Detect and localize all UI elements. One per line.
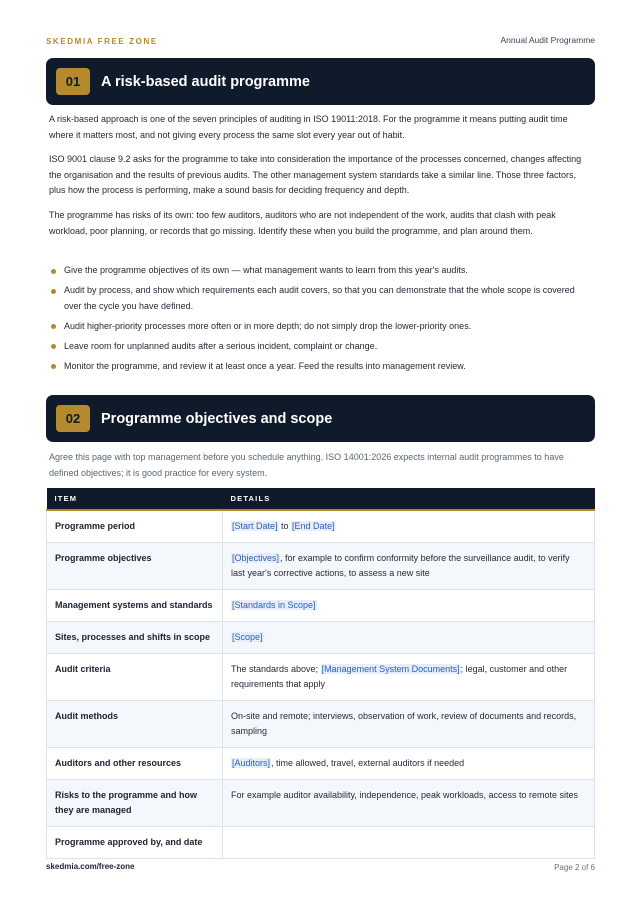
row-item-cell: Management systems and standards xyxy=(47,590,223,622)
details-text: to xyxy=(278,521,292,531)
row-details-cell xyxy=(223,654,595,701)
table-row xyxy=(47,590,595,622)
section-1-heading-band xyxy=(46,58,595,105)
row-item-cell: Sites, processes and shifts in scope xyxy=(47,622,223,654)
bullet-text: Monitor the programme, and review it at least once a year. Feed the results into management review. xyxy=(64,360,466,371)
placeholder-field[interactable]: [End Date] xyxy=(292,521,335,531)
section-1-number: 01 xyxy=(56,68,90,95)
section-1-title: A risk-based audit programme xyxy=(101,73,310,90)
table-row xyxy=(47,780,595,827)
section-2-intro: Agree this page with top management before you schedule anything. ISO 14001:2026 expects internal audit programmes to have defined objectives; it is good practice for every system. xyxy=(49,452,564,478)
placeholder-field[interactable]: [Objectives] xyxy=(232,553,280,563)
bullet-item xyxy=(49,339,594,355)
row-details-cell xyxy=(223,701,595,748)
row-item-cell: Risks to the programme and how they are managed xyxy=(47,780,223,827)
placeholder-field[interactable]: [Auditors] xyxy=(232,758,271,768)
table-row xyxy=(47,827,595,859)
row-item-cell: Audit methods xyxy=(47,701,223,748)
row-item-cell: Programme period xyxy=(47,510,223,543)
page-header xyxy=(46,35,595,49)
row-item-cell: Audit criteria xyxy=(47,654,223,701)
bullet-dot-icon xyxy=(51,324,56,329)
row-details-cell xyxy=(223,622,595,654)
table-row xyxy=(47,701,595,748)
table-header-row xyxy=(47,488,595,510)
row-details-cell xyxy=(223,827,595,859)
bullet-dot-icon xyxy=(51,344,56,349)
bullet-text: Leave room for unplanned audits after a serious incident, complaint or change. xyxy=(64,340,378,351)
details-text: ; legal, customer and other requirements that apply xyxy=(231,664,568,689)
details-text: , for example to confirm conformity before the surveillance audit, to verify last year's corrective actions, to assess a new site xyxy=(231,553,570,578)
bullet-dot-icon xyxy=(51,289,56,294)
row-details-cell xyxy=(223,590,595,622)
row-item-cell: Auditors and other resources xyxy=(47,748,223,780)
table-row xyxy=(47,748,595,780)
row-details-cell xyxy=(223,780,595,827)
row-item-cell: Programme objectives xyxy=(47,543,223,590)
details-text: On-site and remote; interviews, observation of work, review of documents and records, sampling xyxy=(231,711,577,736)
bullet-item xyxy=(49,319,594,335)
details-text: For example auditor availability, independence, peak workloads, access to remote sites xyxy=(231,790,579,800)
bullet-item xyxy=(49,359,594,375)
section-1-paragraph: The programme has risks of its own: too few auditors, auditors who are not independent of the work, audits that clash with peak workload, poor planning, or records that go missing. Identify these when you build the programme, and plan around them. xyxy=(49,210,556,236)
bullet-item xyxy=(49,263,594,279)
details-text: The standards above; xyxy=(231,664,321,674)
table-row xyxy=(47,654,595,701)
row-details-cell xyxy=(223,748,595,780)
bullet-dot-icon xyxy=(51,364,56,369)
bullet-text: Give the programme objectives of its own — what management wants to learn from this year's audits. xyxy=(64,265,468,275)
column-header-details: DETAILS xyxy=(223,488,595,510)
section-1-bullet-list xyxy=(49,263,594,379)
column-header-item: ITEM xyxy=(47,488,223,510)
row-details-cell xyxy=(223,543,595,590)
table-row xyxy=(47,543,595,590)
details-text: , time allowed, travel, external auditors if needed xyxy=(271,758,465,768)
placeholder-field[interactable]: [Start Date] xyxy=(232,521,278,531)
table-row xyxy=(47,510,595,543)
bullet-dot-icon xyxy=(51,269,56,274)
section-1-paragraph: ISO 9001 clause 9.2 asks for the programme to take into consideration the importance of the processes concerned, changes affecting the organisation and the results of previous audits. The other management system standards take a similar line. Those three factors, plus how the process is performing, make a sound basis for deciding frequency and depth. xyxy=(49,154,582,195)
footer-link[interactable]: skedmia.com/free-zone xyxy=(46,862,135,871)
section-2-number: 02 xyxy=(56,405,90,432)
programme-scope-table xyxy=(46,488,595,859)
row-details-cell xyxy=(223,510,595,543)
placeholder-field[interactable]: [Management System Documents] xyxy=(321,664,460,674)
placeholder-field[interactable]: [Scope] xyxy=(232,632,263,642)
section-2-heading-band xyxy=(46,395,595,442)
bullet-item xyxy=(49,283,594,314)
bullet-text: Audit higher-priority processes more often or in more depth; do not simply drop the lower-priority ones. xyxy=(64,320,472,331)
document-title: Annual Audit Programme xyxy=(500,35,595,45)
table-row xyxy=(47,622,595,654)
placeholder-field[interactable]: [Standards in Scope] xyxy=(232,600,316,610)
page-number: Page 2 of 6 xyxy=(554,863,595,872)
row-item-cell: Programme approved by, and date xyxy=(47,827,223,859)
section-2-title: Programme objectives and scope xyxy=(101,410,333,427)
bullet-text: Audit by process, and show which requirements each audit covers, so that you can demonstrate that the whole scope is covered over the cycle you have defined. xyxy=(64,285,575,311)
brand-label: SKEDMIA FREE ZONE xyxy=(46,37,158,46)
section-1-paragraph: A risk-based approach is one of the seven principles of auditing in ISO 19011:2018. For the programme it means putting audit time where it matters most, and not giving every process the same slot every year out of habit. xyxy=(49,114,568,140)
